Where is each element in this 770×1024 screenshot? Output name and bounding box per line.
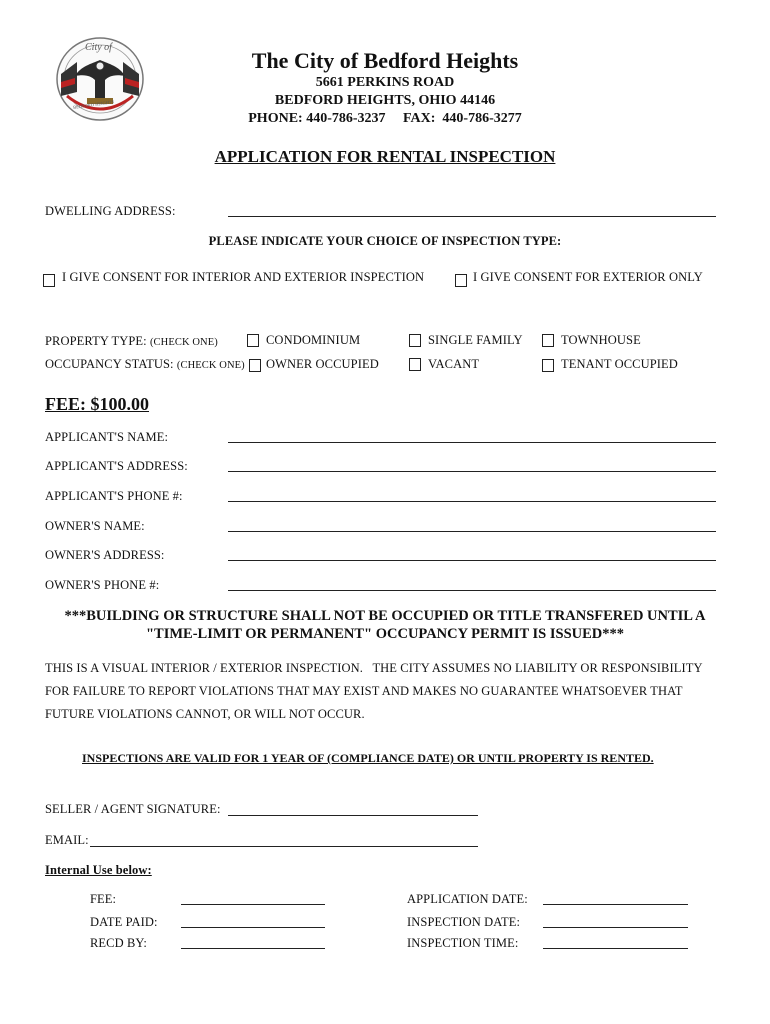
seal-text-top: City of bbox=[85, 42, 112, 53]
interior-exterior-checkbox[interactable] bbox=[43, 274, 55, 287]
fee-amount: FEE: $100.00 bbox=[45, 394, 150, 414]
exterior-only-checkbox[interactable] bbox=[455, 274, 467, 287]
applicant-name-label: APPLICANT'S NAME: bbox=[45, 430, 169, 444]
owner-occupied-checkbox[interactable] bbox=[249, 359, 261, 372]
owner-name-field[interactable] bbox=[228, 531, 716, 532]
city-title: The City of Bedford Heights bbox=[251, 48, 519, 73]
owner-name-label: OWNER'S NAME: bbox=[45, 519, 145, 533]
condominium-label: CONDOMINIUM bbox=[266, 333, 361, 347]
occupancy-status-label-text: OCCUPANCY STATUS: bbox=[45, 357, 174, 371]
single-family-label: SINGLE FAMILY bbox=[428, 333, 523, 347]
occupancy-warning-line1: ***BUILDING OR STRUCTURE SHALL NOT BE OCCUPIED OR TITLE TRANSFERED UNTIL A bbox=[64, 608, 706, 624]
applicant-name-field[interactable] bbox=[228, 442, 716, 443]
signature-field[interactable] bbox=[228, 815, 478, 816]
applicant-phone-field[interactable] bbox=[228, 501, 716, 502]
owner-phone-field[interactable] bbox=[228, 590, 716, 591]
internal-fee-field[interactable] bbox=[181, 904, 325, 905]
street-address: 5661 PERKINS ROAD bbox=[315, 75, 455, 90]
recd-by-field[interactable] bbox=[181, 948, 325, 949]
disclaimer-line3: FUTURE VIOLATIONS CANNOT, OR WILL NOT OCCUR. bbox=[45, 707, 365, 721]
signature-label: SELLER / AGENT SIGNATURE: bbox=[45, 802, 221, 816]
exterior-only-label: I GIVE CONSENT FOR EXTERIOR ONLY bbox=[473, 270, 703, 284]
applicant-address-field[interactable] bbox=[228, 471, 716, 472]
inspection-type-prompt: PLEASE INDICATE YOUR CHOICE OF INSPECTION TYPE: bbox=[208, 234, 562, 248]
tenant-occupied-label: TENANT OCCUPIED bbox=[561, 357, 678, 371]
occupancy-status-hint: (CHECK ONE) bbox=[176, 360, 245, 371]
owner-address-field[interactable] bbox=[228, 560, 716, 561]
dwelling-address-label: DWELLING ADDRESS: bbox=[45, 204, 176, 218]
internal-use-heading: Internal Use below: bbox=[45, 863, 152, 877]
disclaimer-line2: FOR FAILURE TO REPORT VIOLATIONS THAT MAY EXIST AND MAKES NO GUARANTEE WHATSOEVER THAT bbox=[45, 684, 683, 698]
date-paid-field[interactable] bbox=[181, 927, 325, 928]
tenant-occupied-checkbox[interactable] bbox=[542, 359, 554, 372]
inspection-time-field[interactable] bbox=[543, 948, 688, 949]
owner-phone-label: OWNER'S PHONE #: bbox=[45, 578, 160, 592]
validity-notice: INSPECTIONS ARE VALID FOR 1 YEAR OF (COMPLIANCE DATE) OR UNTIL PROPERTY IS RENTED. bbox=[82, 751, 654, 765]
property-type-hint: (CHECK ONE) bbox=[149, 337, 218, 348]
vacant-checkbox[interactable] bbox=[409, 358, 421, 371]
property-type-label bbox=[45, 334, 218, 349]
occupancy-warning-line2: "TIME-LIMIT OR PERMANENT" OCCUPANCY PERMIT IS ISSUED*** bbox=[146, 626, 624, 642]
applicant-phone-label: APPLICANT'S PHONE #: bbox=[45, 489, 183, 503]
occupancy-status-label bbox=[45, 357, 245, 372]
townhouse-checkbox[interactable] bbox=[542, 334, 554, 347]
inspection-date-label: INSPECTION DATE: bbox=[407, 915, 521, 929]
inspection-time-label: INSPECTION TIME: bbox=[407, 936, 519, 950]
owner-occupied-label: OWNER OCCUPIED bbox=[266, 357, 379, 371]
interior-exterior-label: I GIVE CONSENT FOR INTERIOR AND EXTERIOR INSPECTION bbox=[62, 270, 425, 284]
seal-text-bottom: BEDFORD HEIGHTS bbox=[72, 99, 115, 110]
internal-fee-label: FEE: bbox=[90, 892, 117, 906]
dwelling-address-field[interactable] bbox=[228, 216, 716, 217]
recd-by-label: RECD BY: bbox=[90, 936, 147, 950]
owner-address-label: OWNER'S ADDRESS: bbox=[45, 548, 165, 562]
email-label: EMAIL: bbox=[45, 833, 89, 847]
townhouse-label: TOWNHOUSE bbox=[561, 333, 641, 347]
email-field[interactable] bbox=[90, 846, 478, 847]
property-type-label-text: PROPERTY TYPE: bbox=[45, 334, 147, 348]
single-family-checkbox[interactable] bbox=[409, 334, 421, 347]
application-date-label: APPLICATION DATE: bbox=[407, 892, 528, 906]
application-date-field[interactable] bbox=[543, 904, 688, 905]
form-title: APPLICATION FOR RENTAL INSPECTION bbox=[214, 147, 556, 166]
date-paid-label: DATE PAID: bbox=[90, 915, 158, 929]
city-state-zip: BEDFORD HEIGHTS, OHIO 44146 bbox=[274, 93, 496, 108]
applicant-address-label: APPLICANT'S ADDRESS: bbox=[45, 459, 188, 473]
vacant-label: VACANT bbox=[428, 357, 480, 371]
condominium-checkbox[interactable] bbox=[247, 334, 259, 347]
phone-fax: PHONE: 440-786-3237 FAX: 440-786-3277 bbox=[248, 111, 522, 126]
disclaimer-line1: THIS IS A VISUAL INTERIOR / EXTERIOR INSPECTION. THE CITY ASSUMES NO LIABILITY OR RESPONSIBILITY bbox=[45, 661, 703, 675]
inspection-date-field[interactable] bbox=[543, 927, 688, 928]
